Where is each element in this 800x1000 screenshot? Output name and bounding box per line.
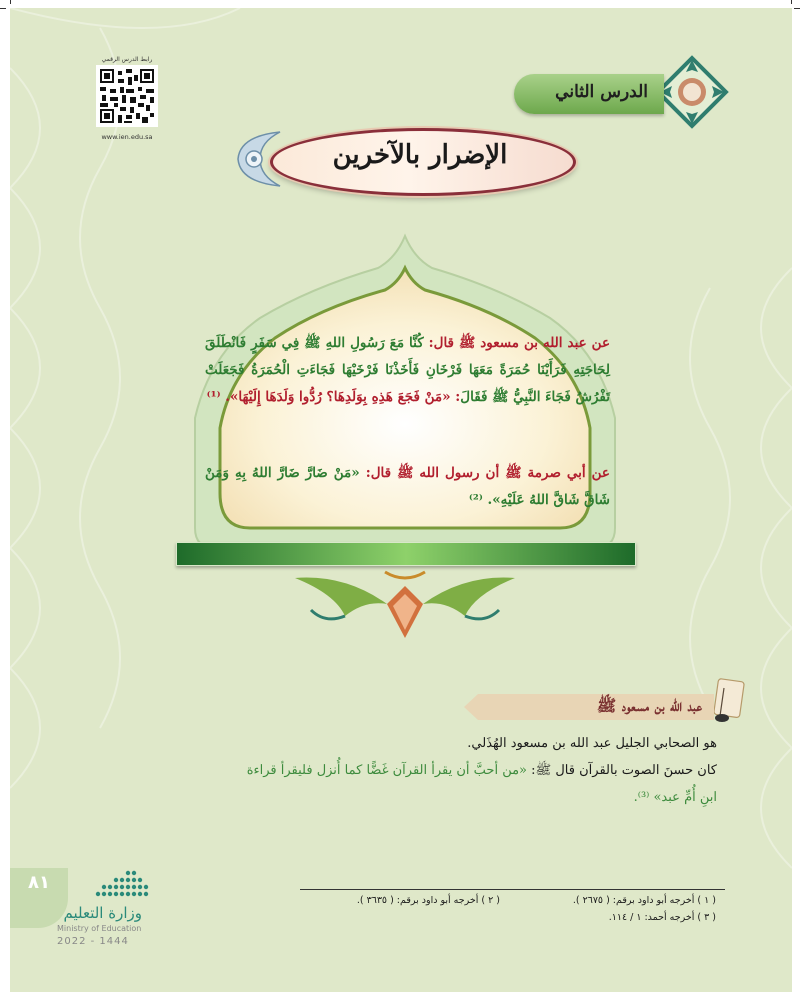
lesson-label: الدرس الثاني [555,82,648,102]
page-number: ٨١ [28,872,50,893]
hadith-1-text: كُنَّا مَعَ رَسُولِ اللهِ ﷺ فِي سَفَرٍ فَانْطَلَقَ لِحَاجَتِهِ فَرَأَيْنَا حُمَرَةً مَعَهَا فَرْخَانِ فَأَخَذْنَا فَرْخَيْهَا فَجَاءَتِ الْحُمَرَةُ فَجَعَلَتْ تَفْرُشُ فَجَاءَ النَّبِيُّ ﷺ فَقَالَ [205,335,610,405]
ministry-name-ar: وزارة التعليم [63,904,142,922]
bio-line-1: هو الصحابي الجليل عبد الله بن مسعود الهُذَلي. [467,736,717,751]
green-divider-bar [176,542,636,566]
bio-line-2-quote: «من أحبَّ أن يقرأ القرآن غَضًّا كما أُنزل فليقرأ قراءة [246,763,528,778]
qr-code-icon[interactable] [96,65,158,127]
hadith-2-narrator: عن أبي صرمة ﷺ أن رسول الله ﷺ قال: [359,465,610,481]
ministry-logo-icon [94,866,158,900]
hadith-1-quote: : «مَنْ فَجَعَ هَذِهِ بِوَلَدِهَا؟ رُدُّوا وَلَدَهَا إِلَيْهَا». ⁽¹⁾ [206,389,461,405]
ministry-year: 2022 - 1444 [57,936,129,947]
footnote-3: ( ٣ ) أخرجه أحمد: ١ / ١١٤. [608,912,716,923]
footnote-2: ( ٢ ) أخرجه أبو داود برقم: ( ٣٦٣٥ ). [356,895,500,906]
bio-line-3-quote: ابنِ أُمِّ عبد» ⁽³⁾. [633,790,717,805]
hadith-2 [205,460,610,514]
hadith-1-narrator: عن عبد الله بن مسعود ﷺ قال: [423,335,611,351]
page-title: الإضرار بالآخرين [332,140,508,170]
bio-line-2 [247,762,717,781]
bio-heading: عبد الله بن مسعود ﷺ [596,696,702,715]
footnote-1: ( ١ ) أخرجه أبو داود برقم: ( ٢٦٧٥ ). [572,895,716,906]
ministry-name-en: Ministry of Education [57,924,142,933]
bio-line-2-intro: كان حسنَ الصوت بالقرآن قال ﷺ: [527,763,717,778]
bio-line-3 [634,790,717,805]
qr-url[interactable]: www.ien.edu.sa [101,133,153,141]
lesson-ornament-icon [652,52,732,132]
hadith-1 [205,330,610,411]
qr-block[interactable] [92,56,162,141]
qr-label: رابط الدرس الرقمي [101,56,153,63]
hadith-2-text: «مَنْ ضَارَّ ضَارَّ اللهُ بِهِ وَمَنْ شَاقَّ شَاقَّ اللهُ عَلَيْهِ». ⁽²⁾ [205,465,610,508]
scroll-quill-icon [708,676,748,724]
floral-ornament-icon [285,564,525,640]
footnote-rule [300,889,725,890]
